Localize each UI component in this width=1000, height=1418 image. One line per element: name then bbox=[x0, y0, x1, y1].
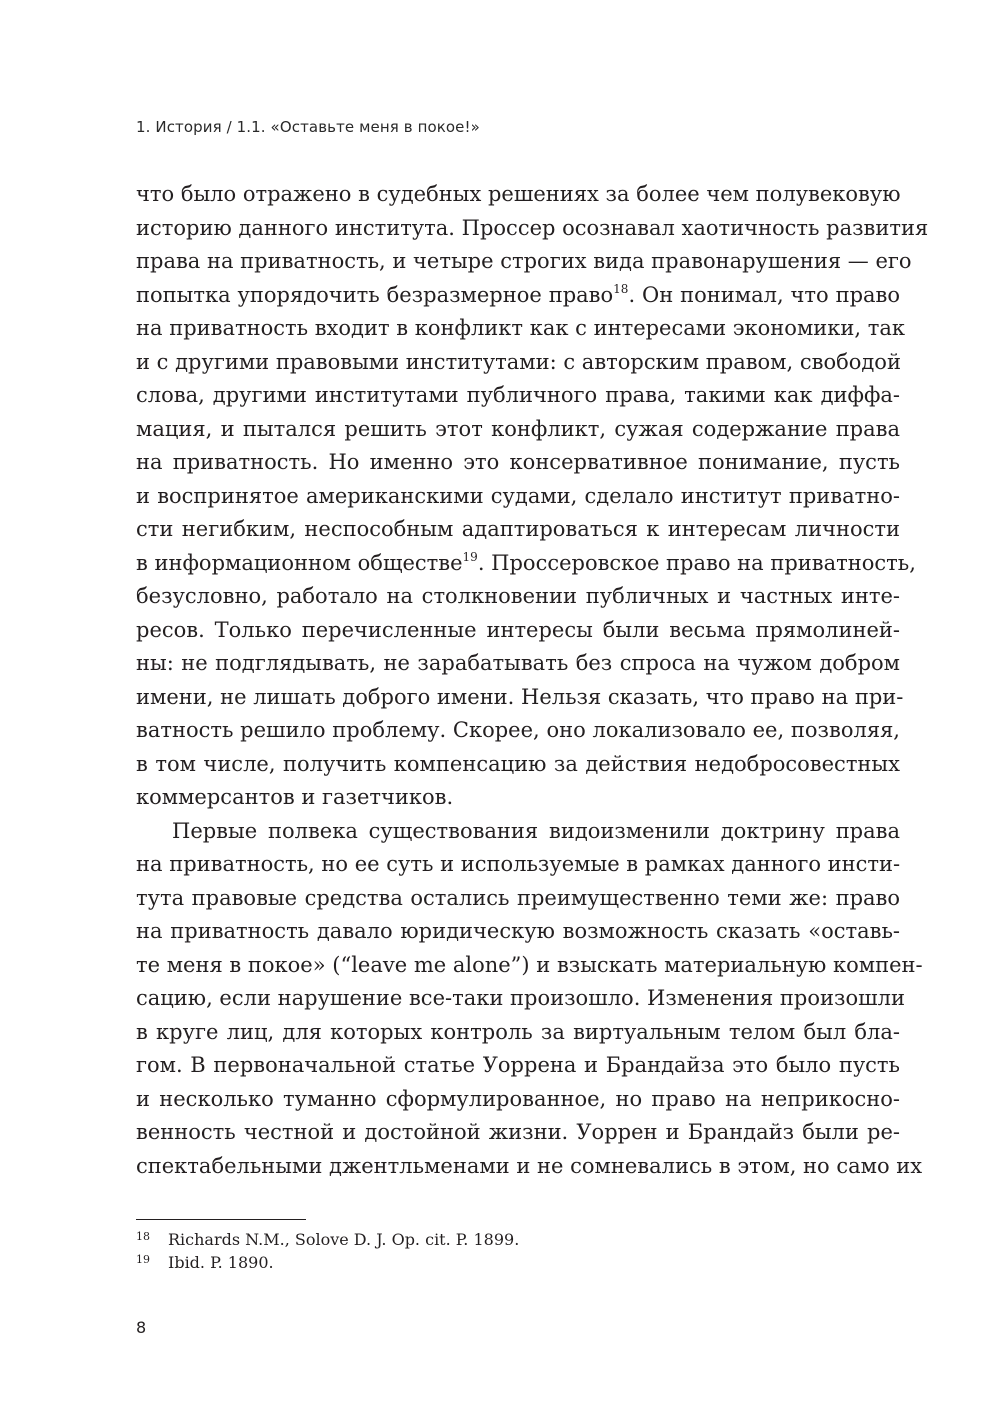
footnote-divider bbox=[136, 1219, 306, 1220]
paragraph-2 bbox=[136, 815, 923, 1184]
text-line: те меня в покое» (“leave me alone”) и взыскать материальную компен- bbox=[136, 952, 923, 977]
text-line bbox=[136, 547, 916, 581]
running-title: 1. История / 1.1. «Оставьте меня в покое!» bbox=[136, 118, 480, 136]
footnote-text: Ibid. P. 1890. bbox=[168, 1253, 274, 1272]
text-line: в круге лиц, для которых контроль за виртуальным телом был бла- bbox=[136, 1019, 900, 1044]
text-line: мация, и пытался решить этот конфликт, сужая содержание права bbox=[136, 416, 900, 441]
text-line: в том числе, получить компенсацию за действия недобросовестных bbox=[136, 751, 900, 776]
text-line: и воспринятое американскими судами, сделало институт приватно- bbox=[136, 483, 900, 508]
footnotes bbox=[136, 1228, 900, 1274]
text-line: что было отражено в судебных решениях за более чем полувековую bbox=[136, 182, 901, 206]
text-line: венность честной и достойной жизни. Уоррен и Брандайз были ре- bbox=[136, 1120, 900, 1144]
text-line bbox=[136, 279, 900, 313]
main-text bbox=[136, 178, 929, 1183]
text-line: ны: не подглядывать, не зарабатывать без спроса на чужом добром bbox=[136, 651, 900, 675]
text-line: ватность решило проблему. Скорее, оно локализовало ее, позволяя, bbox=[136, 718, 900, 742]
paragraph-1 bbox=[136, 178, 929, 815]
page-number: 8 bbox=[136, 1318, 147, 1337]
text-line: слова, другими институтами публичного права, такими как диффа- bbox=[136, 383, 900, 407]
text-segment: . Проссеровское право на приватность, bbox=[477, 550, 916, 575]
text-line: на приватность давало юридическую возможность сказать «оставь- bbox=[136, 919, 900, 943]
text-line: гом. В первоначальной статье Уоррена и Брандайза это было пусть bbox=[136, 1053, 900, 1077]
text-line: права на приватность, и четыре строгих вида правонарушения — его bbox=[136, 249, 912, 273]
text-segment: . Он понимал, что право bbox=[628, 282, 901, 307]
text-line: Первые полвека существования видоизменили доктрину права bbox=[172, 818, 900, 843]
text-line: и с другими правовыми институтами: с авторским правом, свободой bbox=[136, 349, 901, 374]
text-line: безусловно, работало на столкновении публичных и частных инте- bbox=[136, 584, 900, 608]
footnote-19: 19 Ibid. P. 1890. bbox=[136, 1253, 274, 1272]
text-line: имени, не лишать доброго имени. Нельзя сказать, что право на при- bbox=[136, 684, 904, 709]
text-segment: попытка упорядочить безразмерное право bbox=[136, 282, 614, 307]
text-line: и несколько туманно сформулированное, но право на неприкосно- bbox=[136, 1086, 900, 1111]
text-line: на приватность. Но именно это консервативное понимание, пусть bbox=[136, 450, 900, 474]
text-line: на приватность, но ее суть и используемые в рамках данного инсти- bbox=[136, 852, 901, 876]
text-line: на приватность входит в конфликт как с интересами экономики, так bbox=[136, 316, 906, 340]
text-line: сацию, если нарушение все-таки произошло. Изменения произошли bbox=[136, 986, 905, 1010]
footnote-ref-18[interactable]: 18 bbox=[613, 281, 629, 296]
text-line: сти негибким, неспособным адаптироваться к интересам личности bbox=[136, 517, 900, 541]
text-segment: в информационном обществе bbox=[136, 550, 463, 575]
text-line: ресов. Только перечисленные интересы были весьма прямолиней- bbox=[136, 617, 900, 642]
footnote-ref-19[interactable]: 19 bbox=[462, 549, 478, 564]
text-line: тута правовые средства остались преимущественно теми же: право bbox=[136, 885, 900, 910]
text-line: спектабельными джентльменами и не сомневались в этом, но само их bbox=[136, 1153, 923, 1178]
text-line: историю данного института. Проссер осознавал хаотичность развития bbox=[136, 215, 929, 240]
text-line: коммерсантов и газетчиков. bbox=[136, 785, 454, 809]
footnote-text: Richards N.M., Solove D. J. Op. cit. P. 1899. bbox=[168, 1230, 520, 1249]
footnote-18: 18 Richards N.M., Solove D. J. Op. cit. P. 1899. bbox=[136, 1230, 520, 1249]
